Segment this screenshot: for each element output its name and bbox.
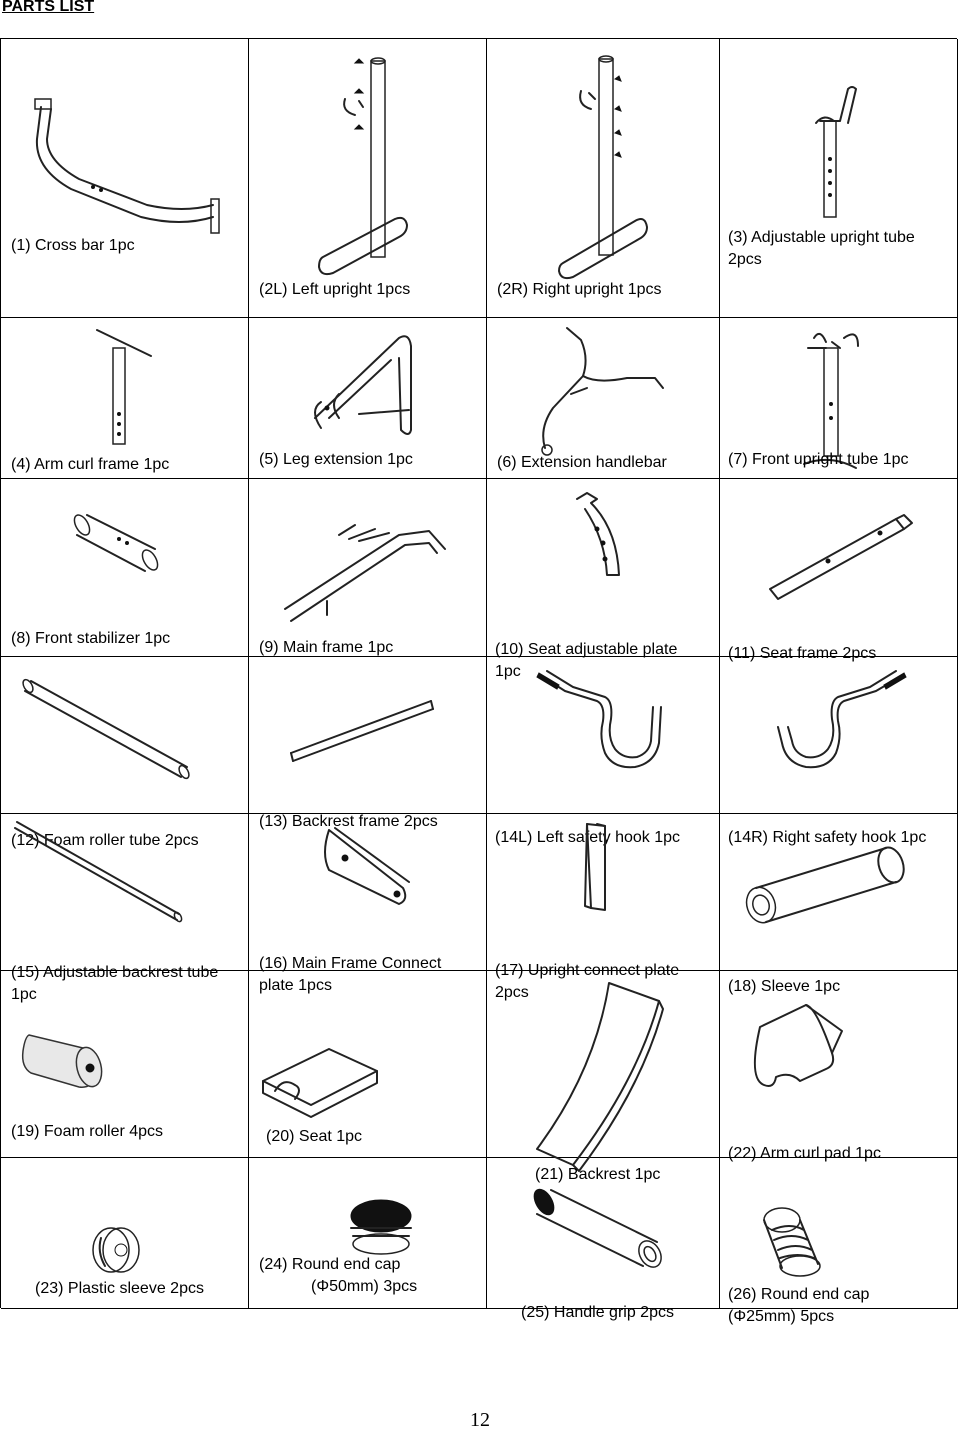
right-upright-icon (487, 39, 720, 318)
part-cell-2L (249, 39, 487, 318)
part-cell-9 (249, 479, 487, 657)
part-label-5: (5) Leg extension 1pc (259, 451, 413, 468)
part-cell-10 (487, 479, 720, 680)
part-label-4: (4) Arm curl frame 1pc (11, 456, 170, 473)
part-cell-21 (487, 971, 720, 1183)
foam-roller-tube-icon (1, 657, 249, 814)
part-label-16a: (16) Main Frame Connect (259, 955, 442, 972)
part-cell-2R (487, 39, 720, 318)
part-cell-24 (249, 1158, 487, 1309)
part-label-6: (6) Extension handlebar (497, 454, 667, 471)
part-label-10b: 1pc (495, 663, 521, 680)
page-number: 12 (470, 1409, 490, 1431)
adjustable-backrest-tube-icon (1, 814, 249, 971)
part-cell-14R (720, 657, 958, 846)
part-label-2L: (2L) Left upright 1pcs (259, 281, 411, 298)
parts-grid (0, 38, 957, 1325)
part-label-25: (25) Handle grip 2pcs (521, 1304, 674, 1321)
part-label-2R: (2R) Right upright 1pcs (497, 281, 662, 298)
part-cell-18 (720, 814, 958, 995)
part-cell-5 (249, 318, 487, 479)
part-label-1: (1) Cross bar 1pc (11, 237, 135, 254)
part-label-23: (23) Plastic sleeve 2pcs (35, 1280, 204, 1297)
handle-grip-icon (487, 1158, 720, 1309)
backrest-frame-icon (249, 657, 487, 814)
cross-bar-icon (1, 39, 249, 318)
part-label-10a: (10) Seat adjustable plate (495, 641, 678, 658)
page-heading: PARTS LIST (2, 0, 95, 15)
part-label-15a: (15) Adjustable backrest tube (11, 964, 219, 981)
part-label-19: (19) Foam roller 4pcs (11, 1123, 164, 1140)
right-safety-hook-icon (720, 657, 958, 814)
part-cell-22 (720, 971, 958, 1162)
part-cell-16 (249, 814, 487, 994)
part-label-18: (18) Sleeve 1pc (728, 978, 841, 995)
arm-curl-pad-icon (720, 971, 958, 1158)
part-cell-1 (1, 39, 249, 318)
backrest-icon (487, 971, 720, 1158)
part-cell-14L (487, 657, 720, 846)
part-cell-25 (487, 1158, 720, 1321)
part-label-26a: (26) Round end cap (728, 1286, 870, 1303)
part-cell-15 (1, 814, 249, 1003)
part-label-24b: (Φ50mm) 3pcs (311, 1278, 418, 1295)
part-label-15b: 1pc (11, 986, 37, 1003)
part-label-20: (20) Seat 1pc (266, 1128, 363, 1145)
part-cell-4 (1, 318, 249, 479)
part-label-3a: (3) Adjustable upright tube (728, 229, 915, 246)
main-frame-icon (249, 479, 487, 657)
part-label-8: (8) Front stabilizer 1pc (11, 630, 171, 647)
part-label-13: (13) Backrest frame 2pcs (259, 813, 438, 830)
part-cell-20 (249, 971, 487, 1158)
left-upright-icon (249, 39, 487, 318)
part-label-7: (7) Front upright tube 1pc (728, 451, 909, 468)
part-label-17b: 2pcs (495, 984, 529, 1001)
main-frame-connect-plate-icon (249, 814, 487, 971)
part-label-21: (21) Backrest 1pc (535, 1166, 661, 1183)
part-cell-13 (249, 657, 487, 830)
part-cell-12 (1, 657, 249, 849)
part-label-22: (22) Arm curl pad 1pc (728, 1145, 881, 1162)
part-label-14R: (14R) Right safety hook 1pc (728, 829, 927, 846)
adjustable-upright-tube-icon (720, 39, 958, 318)
part-cell-19 (1, 971, 249, 1158)
part-label-24a: (24) Round end cap (259, 1256, 401, 1273)
part-cell-6 (487, 318, 720, 479)
part-cell-7 (720, 318, 958, 479)
part-label-11: (11) Seat frame 2pcs (728, 645, 877, 662)
left-safety-hook-icon (487, 657, 720, 814)
part-label-14L: (14L) Left safety hook 1pc (495, 829, 680, 846)
part-label-26b: (Φ25mm) 5pcs (728, 1308, 835, 1325)
part-cell-17 (487, 814, 720, 1001)
seat-frame-icon (720, 479, 958, 657)
part-label-17a: (17) Upright connect plate (495, 962, 680, 979)
part-cell-3 (720, 39, 958, 318)
upright-connect-plate-icon (487, 814, 720, 971)
part-cell-23 (1, 1158, 249, 1309)
part-cell-8 (1, 479, 249, 657)
part-label-16b: plate 1pcs (259, 977, 332, 994)
part-label-3b: 2pcs (728, 251, 762, 268)
part-label-12: (12) Foam roller tube 2pcs (11, 832, 199, 849)
seat-adjustable-plate-icon (487, 479, 720, 657)
part-label-9: (9) Main frame 1pc (259, 639, 394, 656)
sleeve-icon (720, 814, 958, 971)
part-cell-11 (720, 479, 958, 662)
part-cell-26 (720, 1158, 958, 1325)
